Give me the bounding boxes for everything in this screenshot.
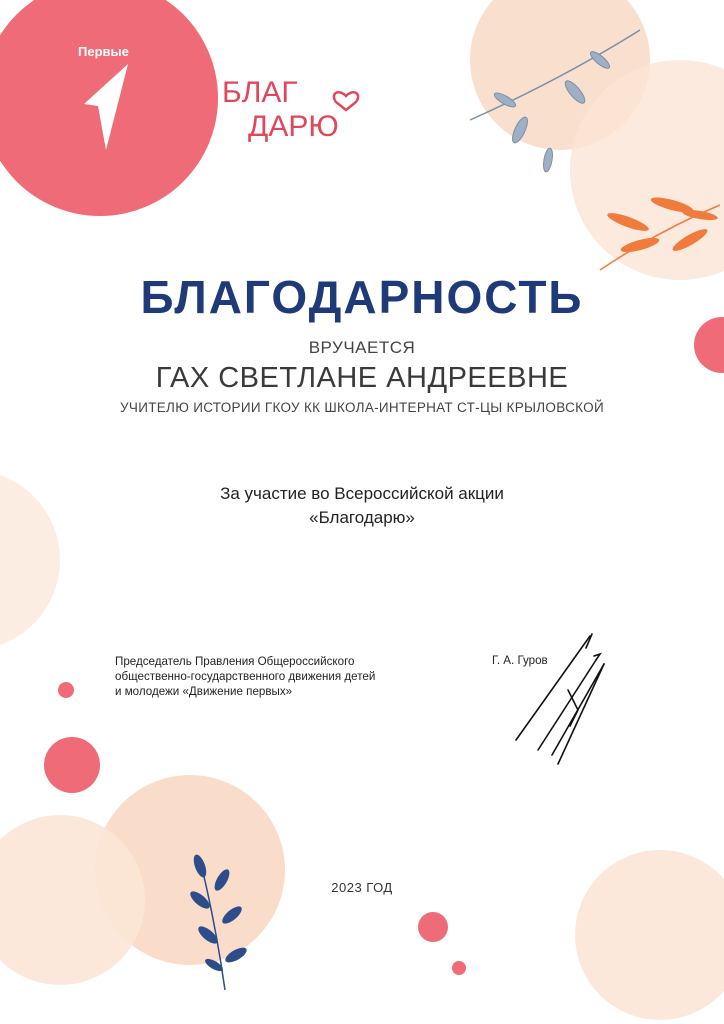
logo-line1: БЛАГ — [222, 76, 298, 109]
red-dot-bottom — [452, 961, 466, 975]
certificate-year: 2023 ГОД — [331, 880, 393, 895]
signer-title-line-1: Председатель Правления Общероссийского — [115, 655, 355, 668]
recipient-name: ГАХ СВЕТЛАНЕ АНДРЕЕВНЕ — [155, 362, 569, 394]
heart-icon — [334, 92, 358, 110]
signer-title-line-2: общественно-государственного движения детей — [115, 670, 376, 683]
red-circle-bottom — [418, 912, 448, 942]
red-dot-small — [58, 682, 74, 698]
peach-circle-bottom-right — [575, 850, 724, 1020]
reason-line-1: За участие во Всероссийской акции — [220, 484, 504, 503]
certificate-title: БЛАГОДАРНОСТЬ — [140, 271, 584, 323]
logo-line2: ДАРЮ — [248, 110, 339, 143]
signer-name: Г. А. Гуров — [492, 654, 548, 667]
reason-line-2: «Благодарю» — [309, 508, 415, 527]
signer-title-line-3: и молодежи «Движение первых» — [115, 685, 293, 698]
award-reason — [0, 482, 724, 530]
red-circle-left — [44, 737, 100, 793]
recipient-position: УЧИТЕЛЮ ИСТОРИИ ГКОУ КК ШКОЛА-ИНТЕРНАТ СТ-ЦЫ КРЫЛОВСКОЙ — [120, 400, 604, 415]
awarded-label: ВРУЧАЕТСЯ — [308, 338, 416, 357]
blagodaryu-logo — [218, 68, 368, 148]
signer-title — [115, 654, 455, 699]
badge-label: Первые — [78, 44, 129, 59]
handwritten-signature — [508, 630, 618, 770]
